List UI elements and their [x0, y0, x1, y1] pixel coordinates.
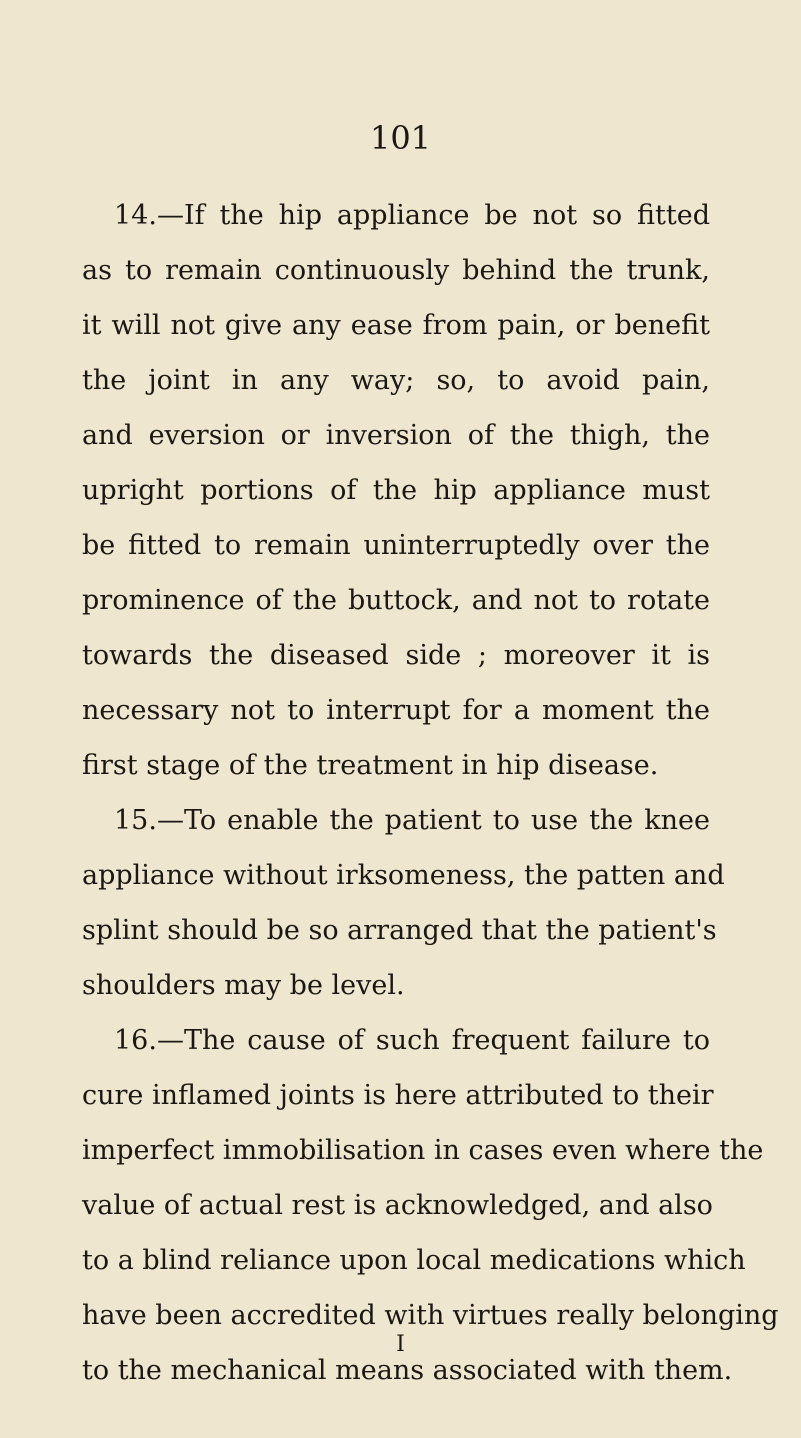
text-line: prominence of the buttock, and not to rotate [82, 585, 710, 616]
text-line: to a blind reliance upon local medications which [82, 1245, 746, 1276]
signature-mark: I [396, 1332, 405, 1357]
text-line: 14.—If the hip appliance be not so fitted [114, 200, 710, 231]
page-number: 101 [369, 119, 432, 157]
text-line: the joint in any way; so, to avoid pain, [82, 365, 710, 396]
text-line: 15.—To enable the patient to use the knee [114, 805, 710, 836]
text-line: shoulders may be level. [82, 970, 405, 1001]
text-line: value of actual rest is acknowledged, and also [82, 1190, 713, 1221]
body-text [82, 188, 779, 1398]
text-line: cure inflamed joints is here attributed to their [82, 1080, 714, 1111]
text-line: as to remain continuously behind the trunk, [82, 255, 710, 286]
text-line: have been accredited with virtues really belonging [82, 1300, 779, 1331]
text-line: necessary not to interrupt for a moment the [82, 695, 710, 726]
text-line: to the mechanical means associated with them. [82, 1355, 733, 1386]
text-line: towards the diseased side ; moreover it is [82, 640, 710, 671]
text-line: upright portions of the hip appliance must [82, 475, 710, 506]
text-line: appliance without irksomeness, the patten and [82, 860, 725, 891]
text-line: and eversion or inversion of the thigh, the [82, 420, 710, 451]
text-line: splint should be so arranged that the patient's [82, 915, 717, 946]
text-line: imperfect immobilisation in cases even where the [82, 1135, 764, 1166]
text-line: be fitted to remain uninterruptedly over the [82, 530, 710, 561]
text-line: it will not give any ease from pain, or benefit [82, 310, 710, 341]
text-line: 16.—The cause of such frequent failure to [114, 1025, 710, 1056]
text-line: first stage of the treatment in hip disease. [82, 750, 659, 781]
